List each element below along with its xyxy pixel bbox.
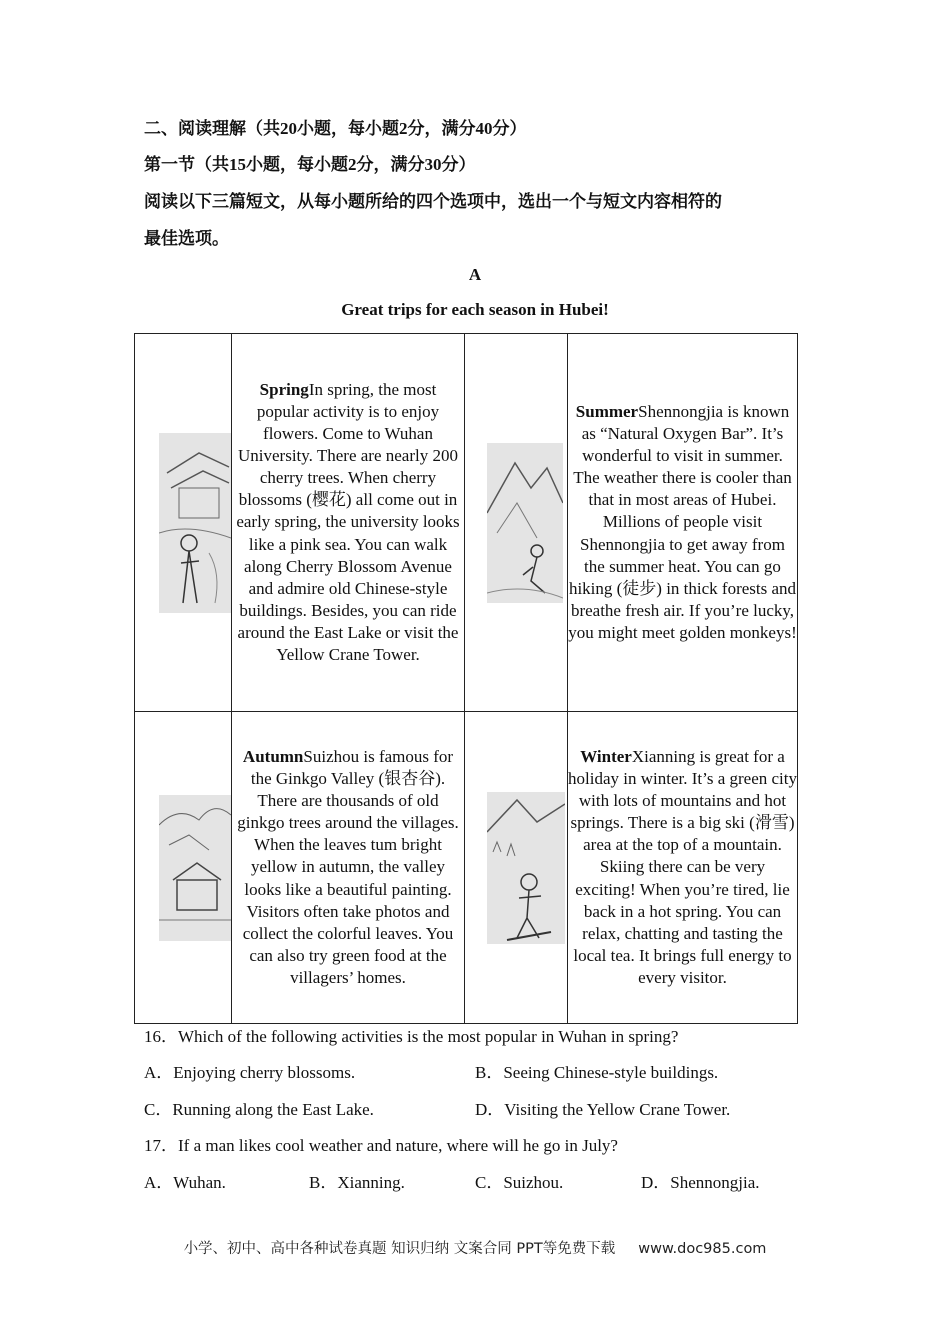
autumn-image-cell: [135, 712, 232, 1024]
question-17-option-b[interactable]: B．Xianning.: [309, 1173, 405, 1192]
question-17-option-a[interactable]: A．Wuhan.: [144, 1173, 226, 1192]
passage-title: Great trips for each season in Hubei!: [341, 300, 609, 319]
spring-image-cell: [135, 334, 232, 712]
part-heading: 第一节（共15小题，每小题2分，满分30分）: [144, 155, 476, 174]
question-16-option-c[interactable]: C．Running along the East Lake.: [144, 1100, 374, 1119]
instructions-line-1: 阅读以下三篇短文，从每小题所给的四个选项中，选出一个与短文内容相符的: [144, 192, 722, 211]
mountain-hiker-illustration: [487, 443, 563, 603]
winter-season-name: Winter: [580, 746, 632, 766]
pagoda-and-girl-illustration: [159, 433, 231, 613]
skier-illustration: [487, 792, 565, 944]
summer-image-cell: [465, 334, 568, 712]
seasons-table: [134, 333, 798, 1024]
question-16-option-a[interactable]: A．Enjoying cherry blossoms.: [144, 1063, 356, 1082]
summer-description: Shennongjia is known as “Natural Oxygen Bar”. It’s wonderful to visit in summer. The weather there is cooler than that in most areas of Hubei. Millions of people visit Shennongjia to get away from the summer heat. You can go hiking (徒步) in thick forests and breathe fresh air. If you’re lucky, you might meet golden monkeys!: [568, 401, 797, 642]
table-row: [135, 712, 798, 1024]
winter-description: Xianning is great for a holiday in winter. It’s a green city with lots of mountains and hot springs. There is a big ski (滑雪) area at the top of a mountain. Skiing there can be very exciting! When you’re tired, lie back in a hot spring. You can relax, chatting and tasting the local tea. It brings full energy to every visitor.: [568, 746, 797, 987]
winter-text-cell: [568, 712, 798, 1024]
summer-season-name: Summer: [575, 401, 639, 421]
instructions-line-2: 最佳选项。: [144, 229, 229, 248]
winter-image-cell: [465, 712, 568, 1024]
autumn-text-cell: [232, 712, 465, 1024]
question-17-stem: 17．If a man likes cool weather and nature, where will he go in July?: [144, 1136, 618, 1155]
summer-text-cell: [568, 334, 798, 712]
question-16-option-b[interactable]: B．Seeing Chinese-style buildings.: [475, 1063, 719, 1082]
table-row: [135, 334, 798, 712]
question-16-option-d[interactable]: D．Visiting the Yellow Crane Tower.: [475, 1100, 731, 1119]
page-footer: 小学、初中、高中各种试卷真题 知识归纳 文案合同 PPT等免费下载 www.doc985.com: [183, 1241, 767, 1257]
question-17-option-c[interactable]: C．Suizhou.: [475, 1173, 564, 1192]
section-heading: 二、阅读理解（共20小题，每小题2分，满分40分）: [144, 119, 527, 138]
village-trees-illustration: [159, 795, 231, 941]
autumn-season-name: Autumn: [242, 746, 304, 766]
autumn-description: Suizhou is famous for the Ginkgo Valley (银杏谷). There are thousands of old ginkgo trees around the villages. When the leaves tum bright yellow in autumn, the valley looks like a beautiful painting. Visitors often take photos and collect the colorful leaves. You can also try green food at the villagers’ homes.: [237, 746, 459, 987]
question-17-option-d[interactable]: D．Shennongjia.: [641, 1173, 760, 1192]
spring-text-cell: [232, 334, 465, 712]
passage-label: A: [468, 265, 482, 284]
question-16-stem: 16．Which of the following activities is the most popular in Wuhan in spring?: [144, 1027, 679, 1046]
spring-description: In spring, the most popular activity is to enjoy flowers. Come to Wuhan University. There are nearly 200 cherry trees. When cherry blossoms (樱花) all come out in early spring, the university looks like a pink sea. You can walk along Cherry Blossom Avenue and admire old Chinese-style buildings. Besides, you can ride around the East Lake or visit the Yellow Crane Tower.: [236, 379, 460, 665]
spring-season-name: Spring: [259, 379, 309, 399]
